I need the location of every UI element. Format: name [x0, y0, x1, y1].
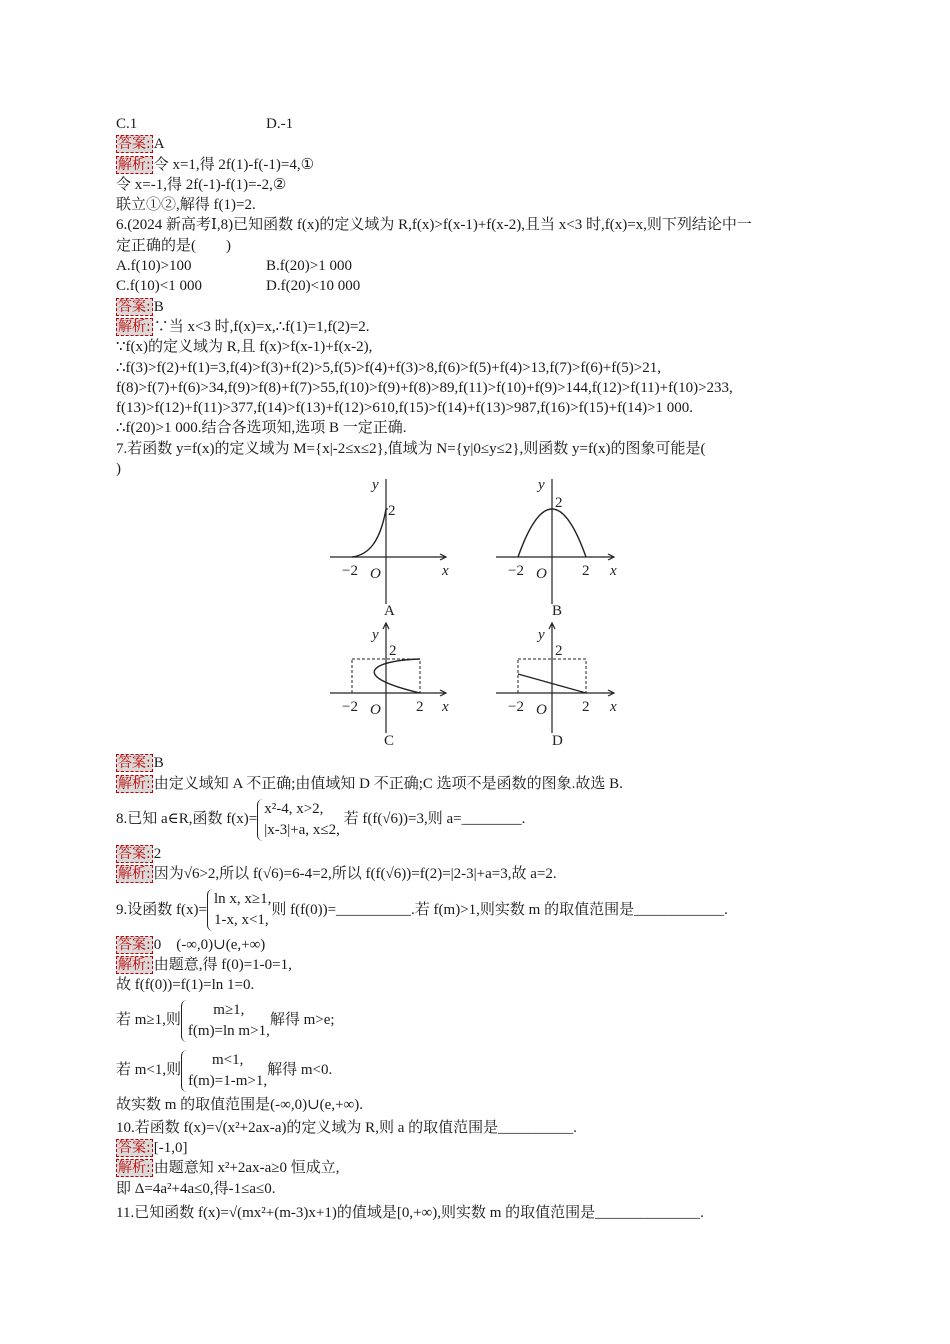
question-text: 则 f(f(0))=__________.若 f(m)>1,则实数 m 的取值范围是____________.: [271, 901, 728, 918]
answer-line: [116, 844, 836, 864]
explanation-tag: 解析:: [118, 956, 151, 973]
origin-label: O: [536, 702, 547, 719]
answer-tag: 答案:: [118, 755, 151, 772]
explanation-text: f(13)>f(12)+f(11)>377,f(14)>f(13)+f(12)>610,f(15)>f(14)+f(13)>987,f(16)>f(15)+f(14)>1 000.: [116, 400, 694, 417]
tick-neg2: −2: [342, 563, 358, 580]
answer-line: [116, 753, 836, 773]
explanation-text: 解得 m>e;: [269, 1012, 335, 1029]
tick-2: 2: [389, 643, 397, 660]
answer-tag: 答案:: [118, 845, 151, 862]
graph-a-label: A: [384, 603, 395, 620]
answer-tag: 答案:: [118, 298, 151, 315]
origin-label: O: [370, 566, 381, 583]
question-6-options: [116, 276, 836, 296]
tick-2: 2: [582, 563, 590, 580]
explanation-line: [116, 955, 836, 975]
question-6-stem: 定正确的是( ): [116, 237, 231, 254]
question-8-stem: [116, 794, 836, 844]
explanation-case: [116, 1045, 836, 1095]
explanation-text: 联立①②,解得 f(1)=2.: [116, 197, 256, 214]
system-case: f(m)=ln m>1,: [187, 1022, 270, 1039]
y-axis-label: y: [372, 479, 379, 494]
tick-neg2: −2: [508, 563, 524, 580]
tick-2: 2: [555, 495, 563, 512]
tick-2: 2: [388, 503, 396, 520]
explanation-text: 若 m≥1,则: [116, 1012, 181, 1029]
graph-c: [330, 623, 449, 745]
question-6-options: [116, 256, 836, 276]
answer-text: A: [153, 136, 165, 153]
option-b: B.f(20)>1 000: [266, 258, 352, 275]
graph-a: [330, 479, 449, 619]
explanation-text: ∴f(3)>f(2)+f(1)=3,f(4)>f(3)+f(2)>5,f(5)>f(4)+f(3)>8,f(6)>f(5)+f(4)>13,f(7)>f(6)+f(5)>21,: [116, 359, 661, 376]
question-text: 9.设函数 f(x)=: [116, 901, 207, 918]
function-graphs-figure: [116, 479, 836, 745]
answer-line: [116, 1138, 836, 1158]
question-7-stem: ): [116, 461, 121, 478]
explanation-case: [116, 995, 836, 1045]
answer-text: [-1,0]: [153, 1140, 188, 1157]
piecewise-case: ln x, x≥1,: [213, 891, 272, 908]
answer-text: 2: [153, 845, 162, 862]
explanation-text: 因为√6>2,所以 f(√6)=6-4=2,所以 f(f(√6))=f(2)=|2-3|+a=3,故 a=2.: [153, 866, 557, 883]
explanation-text: 由定义域知 A 不正确;由值域知 D 不正确;C 选项不是函数的图象.故选 B.: [153, 775, 623, 792]
system-case: m<1,: [211, 1051, 244, 1068]
option-c: C.f(10)<1 000: [116, 278, 202, 295]
explanation-tag: 解析:: [118, 866, 151, 883]
explanation-text: 故 f(f(0))=f(1)=ln 1=0.: [116, 977, 255, 994]
x-axis-label: x: [610, 699, 617, 716]
explanation-text: ∴f(20)>1 000.结合各选项知,选项 B 一定正确.: [116, 420, 407, 437]
option-d: D.-1: [266, 116, 294, 132]
explanation-line: [116, 864, 836, 884]
explanation-tag: 解析:: [118, 156, 151, 173]
explanation-line: [116, 774, 836, 794]
y-axis-label: y: [538, 627, 545, 644]
answer-line: [116, 134, 836, 154]
answer-text: B: [153, 298, 164, 315]
graph-b-label: B: [552, 603, 563, 620]
option-c: C.1: [116, 116, 138, 132]
explanation-text: f(8)>f(7)+f(6)>34,f(9)>f(8)+f(7)>55,f(10)>f(9)+f(8)>89,f(11)>f(10)+f(9)>144,f(12)>f(11)+f(10)>233,: [116, 379, 733, 396]
option-a: A.f(10)>100: [116, 258, 192, 275]
system-case: f(m)=1-m>1,: [188, 1072, 268, 1089]
question-text: 若 f(f(√6))=3,则 a=________.: [343, 810, 526, 827]
piecewise-case: 1-x, x<1,: [213, 912, 269, 929]
tick-2: 2: [582, 699, 590, 716]
explanation-text: 由题意,得 f(0)=1-0=1,: [153, 956, 292, 973]
tick-neg2: −2: [508, 699, 524, 716]
explanation-text: ∵当 x<3 时,f(x)=x,∴f(1)=1,f(2)=2.: [153, 318, 370, 335]
answer-text: B: [153, 755, 164, 772]
answer-text: 0 (-∞,0)∪(e,+∞): [153, 936, 266, 953]
document-page: [116, 114, 836, 1223]
question-10-stem: 10.若函数 f(x)=√(x²+2ax-a)的定义域为 R,则 a 的取值范围是__________.: [116, 1119, 577, 1136]
explanation-tag: 解析:: [118, 775, 151, 792]
system-case: m≥1,: [213, 1001, 245, 1018]
explanation-tag: 解析:: [118, 1160, 151, 1177]
origin-label: O: [536, 566, 547, 583]
piecewise-case: x²-4, x>2,: [264, 800, 324, 817]
answer-tag: 答案:: [118, 1140, 151, 1157]
origin-label: O: [370, 702, 381, 719]
explanation-text: 解得 m<0.: [267, 1062, 333, 1079]
options-line: [116, 114, 836, 134]
option-d: D.f(20)<10 000: [266, 278, 361, 295]
x-axis-label: x: [442, 699, 449, 716]
question-9-stem: [116, 885, 836, 935]
x-axis-label: x: [610, 563, 617, 580]
explanation-text: 故实数 m 的取值范围是(-∞,0)∪(e,+∞).: [116, 1097, 363, 1114]
graph-b: [496, 479, 617, 619]
graph-d-label: D: [552, 733, 563, 746]
explanation-text: 令 x=-1,得 2f(-1)-f(1)=-2,②: [116, 176, 287, 193]
question-11-stem: 11.已知函数 f(x)=√(mx²+(m-3)x+1)的值域是[0,+∞),则实数 m 的取值范围是______________.: [116, 1204, 704, 1221]
explanation-line: [116, 317, 836, 337]
explanation-line: [116, 1158, 836, 1178]
y-axis-label: y: [372, 627, 379, 644]
question-7-stem: 7.若函数 y=f(x)的定义域为 M={x|-2≤x≤2},值域为 N={y|0≤y≤2},则函数 y=f(x)的图象可能是(: [116, 440, 706, 457]
explanation-line: [116, 155, 836, 175]
explanation-text: 令 x=1,得 2f(1)-f(-1)=4,①: [153, 156, 315, 173]
explanation-tag: 解析:: [118, 318, 151, 335]
graph-c-label: C: [384, 733, 395, 746]
question-6-stem: 6.(2024 新高考Ⅰ,8)已知函数 f(x)的定义域为 R,f(x)>f(x-1)+f(x-2),且当 x<3 时,f(x)=x,则下列结论中一: [116, 217, 752, 234]
explanation-text: ∵f(x)的定义域为 R,且 f(x)>f(x-1)+f(x-2),: [116, 339, 373, 356]
answer-tag: 答案:: [118, 136, 151, 153]
explanation-text: 若 m<1,则: [116, 1062, 182, 1079]
answer-line: [116, 297, 836, 317]
tick-2: 2: [416, 699, 424, 716]
question-text: 8.已知 a∈R,函数 f(x)=: [116, 810, 258, 827]
graph-d: [496, 623, 617, 745]
explanation-text: 即 Δ=4a²+4a≤0,得-1≤a≤0.: [116, 1180, 276, 1197]
x-axis-label: x: [442, 563, 449, 580]
y-axis-label: y: [538, 479, 545, 494]
tick-neg2: −2: [342, 699, 358, 716]
piecewise-case: |x-3|+a, x≤2,: [264, 821, 340, 838]
explanation-text: 由题意知 x²+2ax-a≥0 恒成立,: [153, 1160, 340, 1177]
answer-tag: 答案:: [118, 936, 151, 953]
tick-2: 2: [555, 643, 563, 660]
answer-line: [116, 935, 836, 955]
